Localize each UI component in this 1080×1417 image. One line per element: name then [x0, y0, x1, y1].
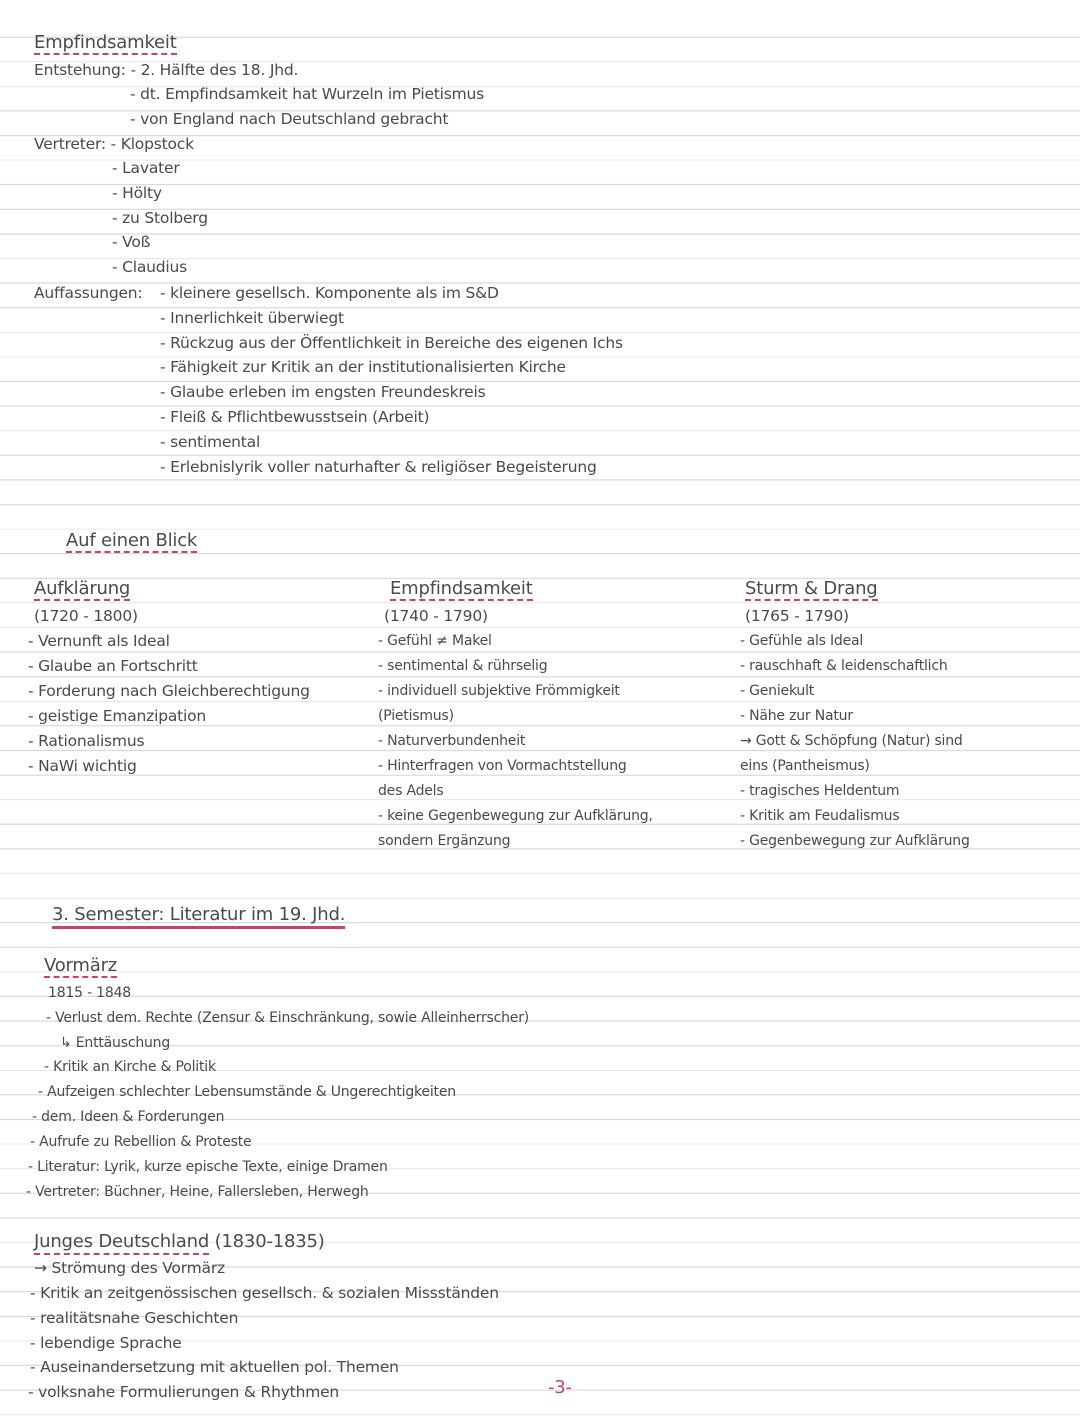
auffassungen-item: - Fleiß & Pflichtbewusstsein (Arbeit)	[160, 408, 430, 426]
empf-col-item: des Adels	[378, 783, 444, 799]
auffassungen-item: - Rückzug aus der Öffentlichkeit in Bereiche des eigenen Ichs	[160, 334, 623, 352]
empf-col-item: - Naturverbundenheit	[378, 733, 526, 749]
aufklaerung-item: - Vernunft als Ideal	[28, 632, 170, 650]
sturm-drang-item: - rauschhaft & leidenschaftlich	[740, 658, 948, 674]
vormaerz-title: Vormärz	[44, 955, 118, 976]
empf-col-item: (Pietismus)	[378, 708, 454, 724]
page-number: -3-	[548, 1377, 572, 1398]
empf-col-item: - Gefühl ≠ Makel	[378, 633, 492, 649]
vormaerz-dates: 1815 - 1848	[48, 985, 132, 1001]
vormaerz-item: - Verlust dem. Rechte (Zensur & Einschränkung, sowie Alleinherrscher)	[46, 1010, 530, 1026]
vormaerz-item: - Vertreter: Büchner, Heine, Fallersleben, Herwegh	[26, 1184, 369, 1200]
sturm-drang-item: - Geniekult	[740, 683, 815, 699]
sturm-drang-item: - Kritik am Feudalismus	[740, 808, 900, 824]
semester-title: 3. Semester: Literatur im 19. Jhd.	[52, 906, 345, 929]
junges-deutschland-item: - volksnahe Formulierungen & Rhythmen	[28, 1383, 340, 1401]
junges-deutschland-item: → Strömung des Vormärz	[34, 1259, 225, 1277]
empf-col-item: - Hinterfragen von Vormachtstellung	[378, 758, 627, 774]
vormaerz-item: - Aufrufe zu Rebellion & Proteste	[30, 1134, 252, 1150]
empf-col-title: Empfindsamkeit	[390, 578, 533, 599]
vormaerz-item: - dem. Ideen & Forderungen	[32, 1109, 225, 1125]
empf-col-item: - sentimental & rührselig	[378, 658, 548, 674]
vertreter-item: - zu Stolberg	[112, 209, 208, 227]
vormaerz-item: - Kritik an Kirche & Politik	[44, 1059, 216, 1075]
vertreter-item: - Lavater	[112, 159, 180, 177]
junges-deutschland-item: - Kritik an zeitgenössischen gesellsch. & sozialen Missständen	[30, 1284, 499, 1302]
vormaerz-item: - Literatur: Lyrik, kurze epische Texte, einige Dramen	[28, 1159, 388, 1175]
empf-col-item: - individuell subjektive Frömmigkeit	[378, 683, 620, 699]
empfindsamkeit-title: Empfindsamkeit	[34, 32, 177, 53]
auffassungen-label: Auffassungen:	[34, 284, 143, 302]
vertreter-item: - Hölty	[112, 184, 162, 202]
sturm-drang-item: - Nähe zur Natur	[740, 708, 853, 724]
aufklaerung-item: - Rationalismus	[28, 732, 145, 750]
auffassungen-item: - Fähigkeit zur Kritik an der institutionalisierten Kirche	[160, 358, 566, 376]
vertreter-item: - Voß	[112, 233, 151, 251]
auffassungen-item: - kleinere gesellsch. Komponente als im S&D	[160, 284, 499, 302]
aufklaerung-item: - NaWi wichtig	[28, 757, 137, 775]
auffassungen-item: - Glaube erleben im engsten Freundeskreis	[160, 383, 486, 401]
empf-col-item: - keine Gegenbewegung zur Aufklärung,	[378, 808, 653, 824]
sturm-drang-item: - Gefühle als Ideal	[740, 633, 864, 649]
vormaerz-item: ↳ Enttäuschung	[60, 1035, 171, 1051]
aufklaerung-item: - Forderung nach Gleichberechtigung	[28, 682, 310, 700]
aufklaerung-item: - geistige Emanzipation	[28, 707, 207, 725]
vertreter-label: Vertreter: - Klopstock	[34, 135, 194, 153]
sturm-drang-item: - Gegenbewegung zur Aufklärung	[740, 833, 970, 849]
entstehung-item: - dt. Empfindsamkeit hat Wurzeln im Pietismus	[130, 85, 485, 103]
empf-col-item: sondern Ergänzung	[378, 833, 511, 849]
entstehung-label: Entstehung: - 2. Hälfte des 18. Jhd.	[34, 61, 299, 79]
auffassungen-item: - sentimental	[160, 433, 261, 451]
junges-deutschland-item: - Auseinandersetzung mit aktuellen pol. Themen	[30, 1358, 399, 1376]
entstehung-item: - von England nach Deutschland gebracht	[130, 110, 449, 128]
junges-deutschland-dates: (1830-1835)	[214, 1231, 325, 1252]
junges-deutschland-item: - lebendige Sprache	[30, 1334, 182, 1352]
empf-col-dates: (1740 - 1790)	[384, 607, 488, 625]
auffassungen-item: - Innerlichkeit überwiegt	[160, 309, 344, 327]
sturm-drang-dates: (1765 - 1790)	[745, 607, 849, 625]
sturm-drang-item: eins (Pantheismus)	[740, 758, 870, 774]
junges-deutschland-item: - realitätsnahe Geschichten	[30, 1309, 239, 1327]
auffassungen-item: - Erlebnislyrik voller naturhafter & religiöser Begeisterung	[160, 458, 597, 476]
junges-deutschland-heading	[34, 1233, 325, 1251]
aufklaerung-dates: (1720 - 1800)	[34, 607, 138, 625]
ueberblick-title: Auf einen Blick	[66, 530, 198, 551]
aufklaerung-item: - Glaube an Fortschritt	[28, 657, 198, 675]
sturm-drang-item: → Gott & Schöpfung (Natur) sind	[740, 733, 963, 749]
vertreter-item: - Claudius	[112, 258, 188, 276]
aufklaerung-title: Aufklärung	[34, 578, 131, 599]
sturm-drang-item: - tragisches Heldentum	[740, 783, 900, 799]
junges-deutschland-title: Junges Deutschland	[34, 1231, 209, 1255]
sturm-drang-title: Sturm & Drang	[745, 578, 878, 599]
vormaerz-item: - Aufzeigen schlechter Lebensumstände & Ungerechtigkeiten	[38, 1084, 456, 1100]
